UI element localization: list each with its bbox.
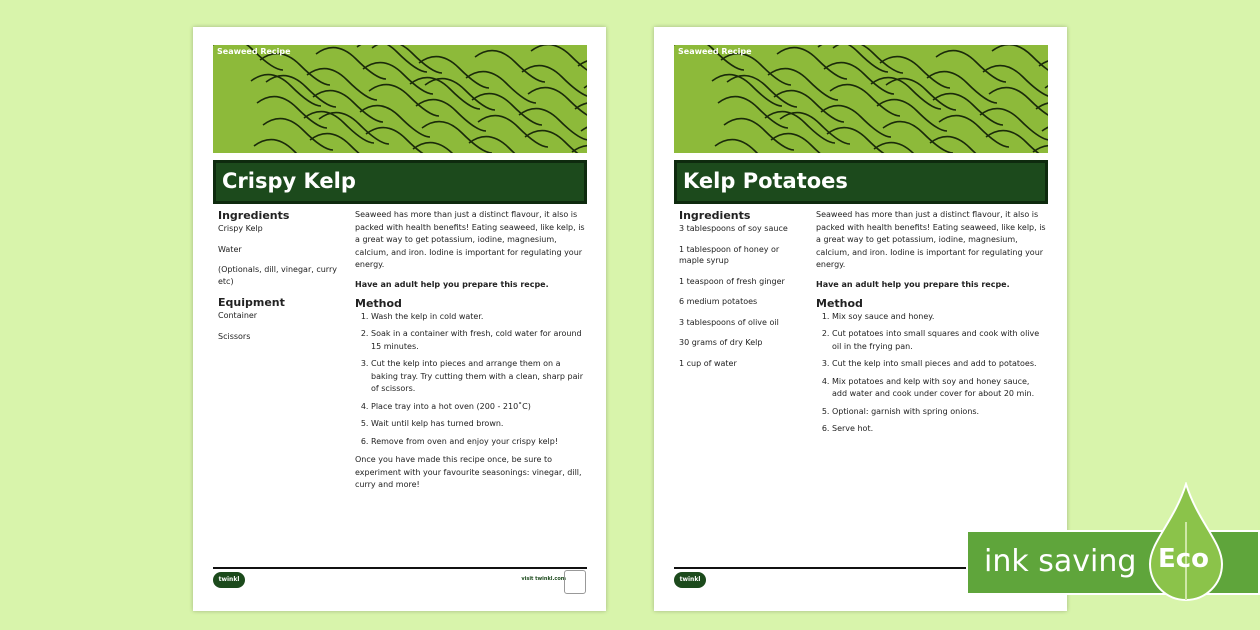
ingredient-item: (Optionals, dill, vinegar, curry etc) [218, 265, 337, 286]
footer-divider [213, 567, 587, 569]
method-step: 1. Wash the kelp in cold water. [371, 311, 585, 324]
instructions-column [355, 209, 585, 499]
recipe-page [193, 27, 606, 611]
ingredient-item: 1 teaspoon of fresh ginger [679, 276, 785, 286]
twinkl-logo: twinkl [674, 572, 706, 588]
method-step: 1. Mix soy sauce and honey. [832, 311, 1046, 324]
seaweed-banner [674, 45, 1048, 153]
method-step: 6. Serve hot. [832, 423, 1046, 436]
recipe-page [654, 27, 1067, 611]
method-heading: Method [355, 297, 402, 310]
equipment-heading: Equipment [218, 296, 285, 309]
ingredient-item: Crispy Kelp [218, 224, 263, 233]
method-step: 2. Cut potatoes into small squares and cook with olive oil in the frying pan. [832, 328, 1046, 353]
banner-tag: Seaweed Recipe [217, 47, 291, 56]
method-step: 3. Cut the kelp into pieces and arrange them on a baking tray. Try cutting them with a clean, sharp pair of scissors. [371, 358, 585, 396]
equipment-item: Scissors [218, 331, 251, 341]
recipe-title-bar [674, 160, 1048, 204]
ingredients-heading: Ingredients [679, 209, 751, 222]
ingredient-item: 30 grams of dry Kelp [679, 338, 763, 347]
recipe-title: Crispy Kelp [222, 169, 356, 193]
intro-text: Seaweed has more than just a distinct flavour, it also is packed with health benefits! Eating seaweed, like kelp, is a great way to get potassium, iodine, magnesium, calcium, and iron. Iodine is important for regulating your energy. [816, 210, 1046, 269]
equipment-item: Container [218, 311, 258, 320]
seaweed-banner [213, 45, 587, 153]
method-step: 4. Mix potatoes and kelp with soy and honey sauce, add water and cook under cover for about 20 min. [832, 376, 1046, 401]
method-step: 6. Remove from oven and enjoy your crispy kelp! [371, 436, 585, 449]
ingredient-item: 1 tablespoon of honey or maple syrup [679, 244, 780, 265]
method-step: 3. Cut the kelp into small pieces and add to potatoes. [832, 358, 1046, 371]
intro-text: Seaweed has more than just a distinct flavour, it also is packed with health benefits! Eating seaweed, like kelp, is a great way to get potassium, iodine, magnesium, calcium, and iron. Iodine is important for regulating your energy. [355, 210, 585, 269]
ingredient-item: Water [218, 244, 242, 254]
quality-seal-icon [564, 570, 586, 594]
method-list [355, 311, 585, 449]
method-step: 2. Soak in a container with fresh, cold water for around 15 minutes. [371, 328, 585, 353]
adult-note: Have an adult help you prepare this recpe. [355, 279, 549, 289]
ingredients-heading: Ingredients [218, 209, 290, 222]
ingredient-item: 3 tablespoons of olive oil [679, 317, 779, 327]
ingredient-item: 3 tablespoons of soy sauce [679, 224, 788, 233]
recipe-title-bar [213, 160, 587, 204]
method-heading: Method [816, 297, 863, 310]
instructions-column [816, 209, 1046, 442]
recipe-title: Kelp Potatoes [683, 169, 848, 193]
ingredient-item: 6 medium potatoes [679, 297, 758, 306]
ingredient-item: 1 cup of water [679, 358, 737, 368]
ink-saving-label: ink saving [984, 544, 1137, 579]
method-list [816, 311, 1046, 436]
eco-label: Eco [1158, 544, 1210, 574]
method-step: 5. Optional: garnish with spring onions. [832, 406, 1046, 419]
ingredients-column [218, 209, 343, 351]
method-step: 4. Place tray into a hot oven (200 - 210˚C) [371, 401, 585, 414]
eco-drop-icon [1148, 482, 1224, 602]
ingredients-column [679, 209, 804, 378]
adult-note: Have an adult help you prepare this recpe. [816, 279, 1010, 289]
method-step: 5. Wait until kelp has turned brown. [371, 418, 585, 431]
outro-text: Once you have made this recipe once, be sure to experiment with your favourite seasonings: vinegar, dill, curry and more! [355, 455, 582, 489]
visit-link[interactable]: visit twinkl.com [521, 576, 566, 582]
twinkl-logo: twinkl [213, 572, 245, 588]
banner-tag: Seaweed Recipe [678, 47, 752, 56]
